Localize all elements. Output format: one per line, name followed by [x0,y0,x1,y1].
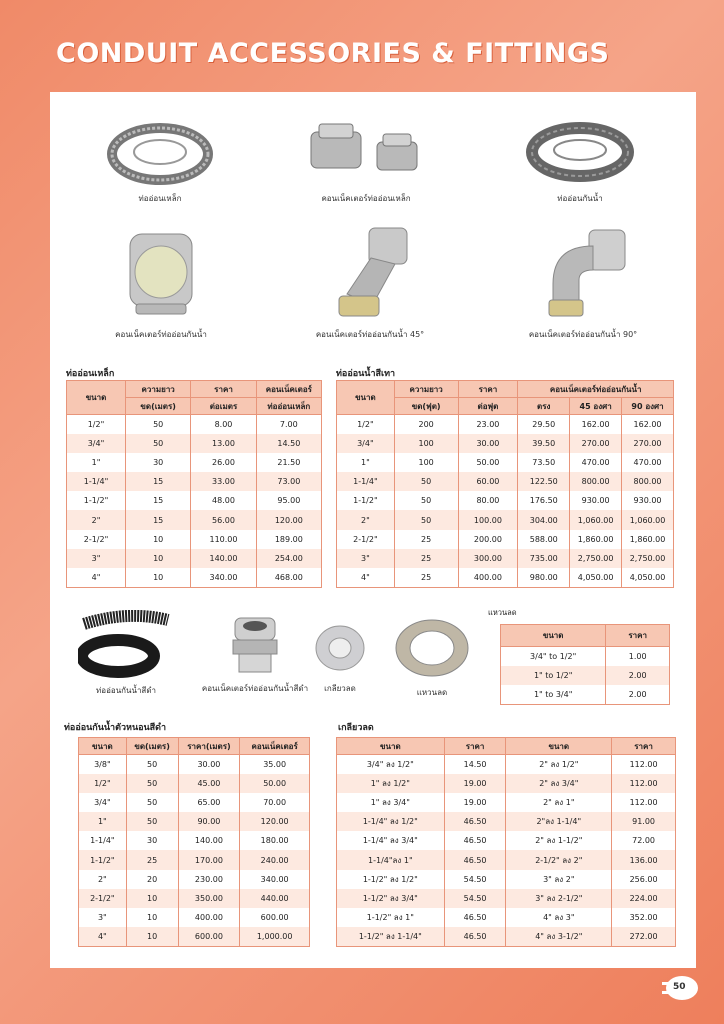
table-cell: 3/4" ลง 1/2" [337,755,445,774]
table-cell: 15 [126,472,191,491]
table-cell: 23.00 [458,415,518,434]
col-length: ความยาว [394,381,458,398]
product-label: ท่ออ่อนกันน้ำ [557,194,603,203]
connector-icon [225,614,285,678]
table-cell: 3" [337,549,395,568]
table-cell: 4" ลง 3-1/2" [506,927,612,946]
product-label: คอนเน็คเตอร์ท่ออ่อนกันน้ำ [115,330,207,339]
table-cell: 73.00 [256,472,321,491]
table-black [78,737,310,947]
table-cell: 112.00 [612,774,676,793]
table-cell: 3" ลง 2-1/2" [506,889,612,908]
table-cell: 29.50 [518,415,570,434]
col-price-sub: ต่อเมตร [191,398,256,415]
table-row [67,568,322,587]
connector-icon [301,118,431,188]
table-cell: 180.00 [240,831,310,850]
table-cell: 48.00 [191,491,256,510]
table-cell: 50 [126,793,178,812]
table-row [67,510,322,529]
table-cell: 60.00 [458,472,518,491]
table-cell: 100.00 [458,510,518,529]
table-cell: 4" [67,568,126,587]
product-label: คอนเน็คเตอร์ท่ออ่อนกันน้ำสีดำ [201,684,309,693]
col-size-2: ขนาด [506,738,612,755]
table-cell: 3/4" [79,793,127,812]
col-price-sub: ต่อฟุต [458,398,518,415]
table-cell: 25 [394,549,458,568]
product-label: ท่ออ่อนเหล็ก [138,194,182,203]
fitting-45-icon [325,224,415,324]
table-cell: 240.00 [240,850,310,869]
table-cell: 14.50 [256,434,321,453]
table-row [79,774,310,793]
table-cell: 600.00 [240,908,310,927]
table-cell: 14.50 [444,755,506,774]
table-cell: 1-1/4" [337,472,395,491]
table-cell: 70.00 [240,793,310,812]
table-cell: 10 [126,549,191,568]
table-cell: 350.00 [178,889,240,908]
table-cell: 800.00 [570,472,622,491]
table-cell: 800.00 [622,472,674,491]
washer-icon [392,618,472,682]
table-cell: 1-1/4" ลง 3/4" [337,831,445,850]
table-cell: 400.00 [178,908,240,927]
table-cell: 2" [67,510,126,529]
table-cell: 10 [126,927,178,946]
table-washer-body [501,647,670,705]
col-size: ขนาด [79,738,127,755]
table-cell: 1" to 1/2" [501,666,606,685]
table-cell: 3" [67,549,126,568]
table-cell: 46.50 [444,850,506,869]
table-cell: 20 [126,870,178,889]
table-cell: 1/2" [79,774,127,793]
table-cell: 2" [337,510,395,529]
table-cell: 46.50 [444,831,506,850]
table-row [501,647,670,666]
table-cell: 1/2" [337,415,395,434]
table-cell: 1-1/4" ลง 1/2" [337,812,445,831]
table-cell: 1-1/2" ลง 1" [337,908,445,927]
table-row [67,453,322,472]
table-cell: 1-1/4"ลง 1" [337,850,445,869]
table-cell: 50 [394,472,458,491]
coil-icon [525,118,635,188]
page-title: CONDUIT ACCESSORIES & FITTINGS [56,38,610,69]
fitting-icon [116,224,206,324]
table-cell: 140.00 [191,549,256,568]
table-cell: 1-1/2" [67,491,126,510]
table-row [337,415,674,434]
table-row [79,793,310,812]
table-cell: 1-1/2" ลง 1-1/4" [337,927,445,946]
table-cell: 15 [126,491,191,510]
table-cell: 25 [126,850,178,869]
table-row [337,850,676,869]
col-size: ขนาด [337,381,395,415]
table-cell: 4,050.00 [622,568,674,587]
table-row [337,434,674,453]
col-connector: คอนเน็คเตอร์ [256,381,321,398]
table-row [79,755,310,774]
table-cell: 7.00 [256,415,321,434]
table-cell: 50 [126,434,191,453]
coil-icon [105,118,215,188]
table-cell: 33.00 [191,472,256,491]
table-cell: 189.00 [256,530,321,549]
table-cell: 10 [126,530,191,549]
product-waterproof-conduit [520,118,640,205]
table-steel [66,380,322,588]
table-row [337,549,674,568]
table-cell: 3/4" [337,434,395,453]
fitting-90-icon [533,224,633,324]
table-cell: 19.00 [444,793,506,812]
table-cell: 56.00 [191,510,256,529]
table-cell: 90.00 [178,812,240,831]
table-cell: 80.00 [458,491,518,510]
table-row [79,908,310,927]
table-cell: 50.00 [240,774,310,793]
product-steel-connector [296,118,436,205]
table-cell: 39.50 [518,434,570,453]
table-cell: 2.00 [606,666,670,685]
col-size: ขนาด [501,625,606,647]
product-waterproof-connector-45 [290,224,450,341]
table-row [79,831,310,850]
col-connector: คอนเน็คเตอร์ท่ออ่อนกันน้ำ [518,381,674,398]
table-row [501,666,670,685]
table-cell: 112.00 [612,793,676,812]
product-label: คอนเน็คเตอร์ท่ออ่อนกันน้ำ 45° [315,330,425,339]
table-cell: 8.00 [191,415,256,434]
table-cell: 3/4" [67,434,126,453]
table-cell: 930.00 [622,491,674,510]
table-cell: 136.00 [612,850,676,869]
table-cell: 162.00 [570,415,622,434]
table-row [337,453,674,472]
table-row [337,870,676,889]
table-cell: 588.00 [518,530,570,549]
table-cell: 1-1/2" ลง 3/4" [337,889,445,908]
product-label: แหวนลด [416,688,448,697]
table-cell: 54.50 [444,870,506,889]
table-cell: 35.00 [240,755,310,774]
col-price: ราคา [444,738,506,755]
table-reducer [336,737,676,947]
table-washer [500,624,670,705]
table-cell: 4" ลง 3" [506,908,612,927]
table-cell: 10 [126,889,178,908]
table-row [501,685,670,704]
table-cell: 162.00 [622,415,674,434]
col-straight: ตรง [518,398,570,415]
table-cell: 1-1/4" [67,472,126,491]
table-cell: 54.50 [444,889,506,908]
table-row [79,870,310,889]
table-cell: 50 [126,755,178,774]
table-cell: 46.50 [444,908,506,927]
table-cell: 2" ลง 1" [506,793,612,812]
table-cell: 1/2" [67,415,126,434]
table-cell: 1,860.00 [570,530,622,549]
table-cell: 110.00 [191,530,256,549]
col-price-2: ราคา [612,738,676,755]
table-cell: 1" [67,453,126,472]
table-cell: 120.00 [240,812,310,831]
table-cell: 272.00 [612,927,676,946]
table-cell: 300.00 [458,549,518,568]
table-cell: 25 [394,530,458,549]
table-cell: 468.00 [256,568,321,587]
table-row [337,774,676,793]
col-length-sub: ขด(ฟุต) [394,398,458,415]
table-reducer-title: เกลียวลด [338,723,374,733]
table-cell: 2" ลง 3/4" [506,774,612,793]
table-cell: 470.00 [570,453,622,472]
table-row [337,831,676,850]
table-steel-title: ท่ออ่อนเหล็ก [66,369,115,379]
table-row [67,472,322,491]
table-row [337,491,674,510]
table-cell: 600.00 [178,927,240,946]
table-cell: 470.00 [622,453,674,472]
col-90: 90 องศา [622,398,674,415]
table-cell: 91.00 [612,812,676,831]
product-washer [390,618,474,699]
table-cell: 1-1/2" ลง 1/2" [337,870,445,889]
col-connector: คอนเน็คเตอร์ [240,738,310,755]
table-cell: 4" [337,568,395,587]
table-cell: 95.00 [256,491,321,510]
col-price: ราคา [606,625,670,647]
product-steel-conduit [100,118,220,205]
table-black-body [79,755,310,947]
table-cell: 1,000.00 [240,927,310,946]
table-cell: 140.00 [178,831,240,850]
table-cell: 1" to 3/4" [501,685,606,704]
table-cell: 72.00 [612,831,676,850]
table-row [337,530,674,549]
table-cell: 256.00 [612,870,676,889]
table-cell: 1" ลง 1/2" [337,774,445,793]
table-row [67,491,322,510]
table-row [67,549,322,568]
col-price: ราคา [458,381,518,398]
table-reducer-body [337,755,676,947]
table-cell: 224.00 [612,889,676,908]
table-cell: 120.00 [256,510,321,529]
table-cell: 3/4" to 1/2" [501,647,606,666]
table-cell: 2" ลง 1/2" [506,755,612,774]
table-cell: 254.00 [256,549,321,568]
col-connector-sub: ท่ออ่อนเหล็ก [256,398,321,415]
table-cell: 230.00 [178,870,240,889]
col-size: ขนาด [67,381,126,415]
table-cell: 2" [79,870,127,889]
table-cell: 65.00 [178,793,240,812]
table-washer-title: แหวนลด [488,608,517,617]
table-cell: 1" [79,812,127,831]
table-cell: 50 [126,415,191,434]
col-price: ราคา [191,381,256,398]
product-label: เกลียวลด [324,684,356,693]
table-cell: 1,060.00 [570,510,622,529]
table-cell: 30.00 [458,434,518,453]
table-grey-title: ท่ออ่อนน้ำสีเทา [336,369,396,379]
table-cell: 980.00 [518,568,570,587]
table-row [337,812,676,831]
table-cell: 26.00 [191,453,256,472]
table-cell: 1-1/2" [337,491,395,510]
col-45: 45 องศา [570,398,622,415]
table-cell: 1-1/4" [79,831,127,850]
product-reducer [310,622,370,695]
table-cell: 270.00 [570,434,622,453]
table-cell: 4" [79,927,127,946]
table-row [337,510,674,529]
table-cell: 352.00 [612,908,676,927]
table-cell: 200.00 [458,530,518,549]
table-cell: 304.00 [518,510,570,529]
col-length: ขด(เมตร) [126,738,178,755]
table-cell: 270.00 [622,434,674,453]
table-cell: 73.50 [518,453,570,472]
table-cell: 2-1/2" [67,530,126,549]
table-cell: 122.50 [518,472,570,491]
table-cell: 4,050.00 [570,568,622,587]
table-cell: 3" ลง 2" [506,870,612,889]
table-row [337,889,676,908]
table-cell: 440.00 [240,889,310,908]
table-cell: 2,750.00 [622,549,674,568]
table-cell: 30.00 [178,755,240,774]
table-cell: 1.00 [606,647,670,666]
table-grey [336,380,674,588]
table-cell: 1,060.00 [622,510,674,529]
table-cell: 1-1/2" [79,850,127,869]
table-cell: 15 [126,510,191,529]
table-cell: 10 [126,568,191,587]
table-cell: 2-1/2" [337,530,395,549]
table-cell: 25 [394,568,458,587]
table-cell: 1,860.00 [622,530,674,549]
table-row [67,415,322,434]
table-cell: 50 [394,510,458,529]
product-waterproof-connector-90 [508,224,658,341]
table-cell: 3/8" [79,755,127,774]
table-cell: 112.00 [612,755,676,774]
table-cell: 400.00 [458,568,518,587]
table-cell: 2-1/2" [79,889,127,908]
table-cell: 176.50 [518,491,570,510]
reducer-icon [312,622,368,678]
table-cell: 2" ลง 1-1/2" [506,831,612,850]
table-cell: 2-1/2" ลง 2" [506,850,612,869]
table-cell: 2,750.00 [570,549,622,568]
table-row [337,755,676,774]
table-cell: 200 [394,415,458,434]
product-label: คอนเน็คเตอร์ท่ออ่อนกันน้ำ 90° [528,330,638,339]
product-waterproof-connector [96,224,226,341]
table-row [337,908,676,927]
table-cell: 100 [394,453,458,472]
table-row [79,850,310,869]
table-row [337,568,674,587]
col-length-sub: ขด(เมตร) [126,398,191,415]
product-label: คอนเน็คเตอร์ท่ออ่อนเหล็ก [321,194,411,203]
table-cell: 50 [394,491,458,510]
table-row [337,793,676,812]
col-size: ขนาด [337,738,445,755]
table-cell: 10 [126,908,178,927]
table-cell: 100 [394,434,458,453]
table-cell: 170.00 [178,850,240,869]
table-black-title: ท่ออ่อนกันน้ำตัวหนอนสีดำ [64,723,167,733]
table-grey-body [337,415,674,588]
table-cell: 46.50 [444,812,506,831]
table-cell: 46.50 [444,927,506,946]
table-cell: 1" ลง 3/4" [337,793,445,812]
table-cell: 19.00 [444,774,506,793]
table-cell: 2"ลง 1-1/4" [506,812,612,831]
table-cell: 13.00 [191,434,256,453]
table-cell: 45.00 [178,774,240,793]
table-cell: 50 [126,774,178,793]
table-cell: 735.00 [518,549,570,568]
table-cell: 30 [126,453,191,472]
table-row [337,472,674,491]
table-row [67,434,322,453]
product-black-connector [200,614,310,695]
product-label: ท่ออ่อนกันน้ำสีดำ [96,686,156,695]
page-number: 50 [673,982,686,992]
table-cell: 340.00 [240,870,310,889]
table-row [67,530,322,549]
table-cell: 930.00 [570,491,622,510]
table-row [79,927,310,946]
table-cell: 50.00 [458,453,518,472]
table-cell: 340.00 [191,568,256,587]
table-cell: 30 [126,831,178,850]
table-row [79,889,310,908]
product-black-conduit [76,610,176,697]
table-cell: 3" [79,908,127,927]
col-length: ความยาว [126,381,191,398]
black-hose-icon [78,610,174,680]
table-cell: 2.00 [606,685,670,704]
table-cell: 21.50 [256,453,321,472]
table-row [79,812,310,831]
table-row [337,927,676,946]
col-price: ราคา(เมตร) [178,738,240,755]
table-steel-body [67,415,322,588]
table-cell: 50 [126,812,178,831]
table-cell: 1" [337,453,395,472]
